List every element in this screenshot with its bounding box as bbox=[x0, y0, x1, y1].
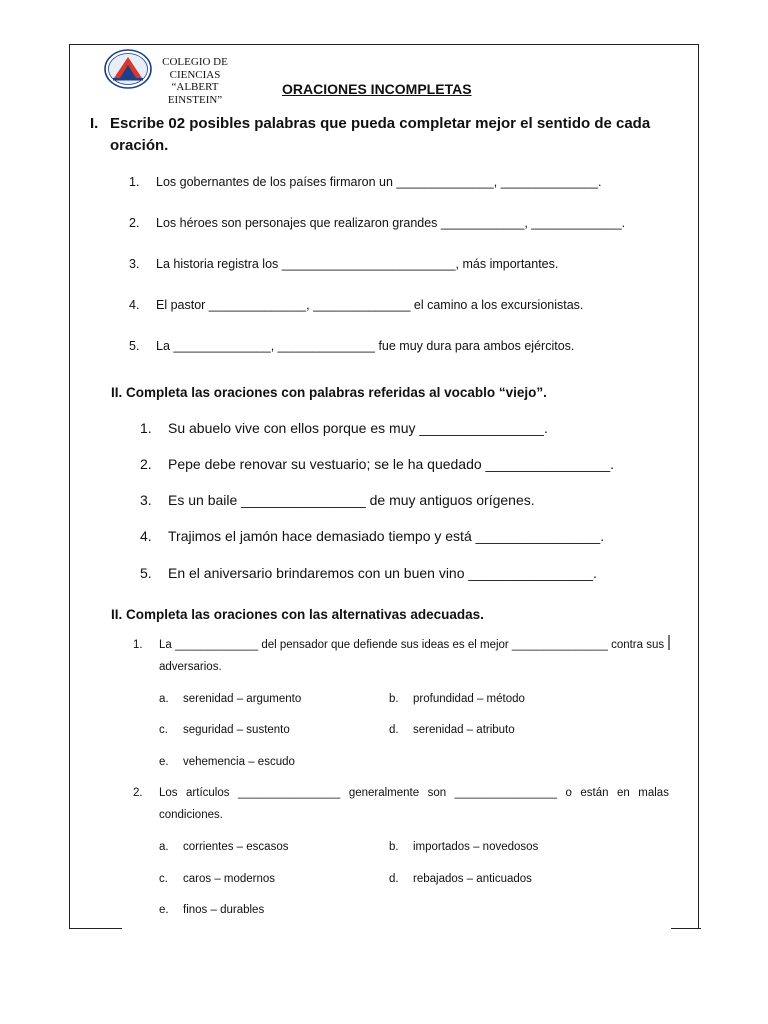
school-name-line: CIENCIAS bbox=[169, 68, 221, 81]
item-number: 1. bbox=[133, 639, 143, 651]
section-3-heading: II. Completa las oraciones con las alternativas adecuadas. bbox=[111, 607, 484, 622]
item-text bbox=[159, 787, 669, 799]
option-letter: e. bbox=[159, 756, 169, 768]
option-text: vehemencia – escudo bbox=[183, 756, 295, 768]
item-number: 4. bbox=[140, 528, 152, 544]
section-1-instruction bbox=[90, 113, 680, 157]
option-text: seguridad – sustento bbox=[183, 724, 290, 736]
item-word: en bbox=[617, 787, 630, 799]
item-number: 4. bbox=[129, 298, 140, 312]
school-name-line: “ALBERT bbox=[171, 81, 219, 93]
item-number: 5. bbox=[129, 339, 140, 353]
item-text: La _____________ del pensador que defiende sus ideas es el mejor _______________ contra sus bbox=[159, 639, 665, 651]
item-text: Los héroes son personajes que realizaron grandes ____________, _____________. bbox=[156, 216, 626, 230]
section-2-heading: II. Completa las oraciones con palabras referidas al vocablo “viejo”. bbox=[111, 385, 547, 400]
item-number: 1. bbox=[129, 175, 140, 189]
item-text: El pastor ______________, ______________ el camino a los excursionistas. bbox=[156, 298, 584, 312]
item-text: Su abuelo vive con ellos porque es muy ________________. bbox=[168, 420, 548, 436]
item-text: Los gobernantes de los países firmaron un ______________, ______________. bbox=[156, 175, 602, 189]
school-name-line: COLEGIO DE bbox=[162, 56, 228, 68]
item-text-continuation: adversarios. bbox=[159, 661, 222, 673]
instruction-text: Escribe 02 posibles palabras que pueda completar mejor el sentido de cada oración. bbox=[110, 115, 651, 154]
option-letter: c. bbox=[159, 873, 168, 885]
item-word: son bbox=[427, 787, 447, 799]
option-text: rebajados – anticuados bbox=[413, 873, 532, 885]
option-text: serenidad – argumento bbox=[183, 693, 302, 705]
item-word: ________________ bbox=[454, 787, 557, 799]
option-text: serenidad – atributo bbox=[413, 724, 515, 736]
item-number: 1. bbox=[140, 420, 152, 436]
option-text: importados – novedosos bbox=[413, 841, 539, 853]
item-text-continuation: condiciones. bbox=[159, 809, 223, 821]
item-text: En el aniversario brindaremos con un buen vino ________________. bbox=[168, 565, 597, 581]
school-name bbox=[150, 56, 240, 106]
item-number: 2. bbox=[129, 216, 140, 230]
item-number: 3. bbox=[140, 492, 152, 508]
option-text: profundidad – método bbox=[413, 693, 525, 705]
item-word: artículos bbox=[186, 787, 230, 799]
option-letter: d. bbox=[389, 724, 399, 736]
school-shield-logo-icon bbox=[104, 48, 152, 90]
option-text: corrientes – escasos bbox=[183, 841, 289, 853]
item-word: ________________ bbox=[237, 787, 341, 799]
option-letter: a. bbox=[159, 841, 169, 853]
item-text: La ______________, ______________ fue muy dura para ambos ejércitos. bbox=[156, 339, 575, 353]
item-text: Trajimos el jamón hace demasiado tiempo y está ________________. bbox=[168, 528, 605, 544]
item-word: o bbox=[565, 787, 572, 799]
item-word: malas bbox=[638, 787, 669, 799]
item-word: Los bbox=[159, 787, 178, 799]
option-letter: b. bbox=[389, 693, 399, 705]
item-word: están bbox=[580, 787, 609, 799]
item-number: 2. bbox=[133, 787, 143, 799]
option-letter: b. bbox=[389, 841, 399, 853]
option-letter: c. bbox=[159, 724, 168, 736]
item-text: Es un baile ________________ de muy antiguos orígenes. bbox=[168, 492, 535, 508]
frame-bottom-left-line bbox=[69, 928, 122, 929]
item-word: generalmente bbox=[348, 787, 420, 799]
item-text: Pepe debe renovar su vestuario; se le ha quedado ________________. bbox=[168, 456, 615, 472]
option-text: finos – durables bbox=[183, 904, 265, 916]
option-text: caros – modernos bbox=[183, 873, 276, 885]
text-cursor-mark bbox=[668, 635, 670, 650]
frame-bottom-right-line bbox=[671, 928, 701, 929]
option-letter: d. bbox=[389, 873, 399, 885]
section-number: I. bbox=[90, 115, 99, 132]
school-name-line: EINSTEIN” bbox=[167, 93, 223, 106]
option-letter: e. bbox=[159, 904, 169, 916]
option-letter: a. bbox=[159, 693, 169, 705]
page-title: ORACIONES INCOMPLETAS bbox=[282, 81, 472, 97]
item-text: La historia registra los _________________________, más importantes. bbox=[156, 257, 559, 271]
item-number: 3. bbox=[129, 257, 140, 271]
item-number: 2. bbox=[140, 456, 152, 472]
item-number: 5. bbox=[140, 565, 152, 581]
